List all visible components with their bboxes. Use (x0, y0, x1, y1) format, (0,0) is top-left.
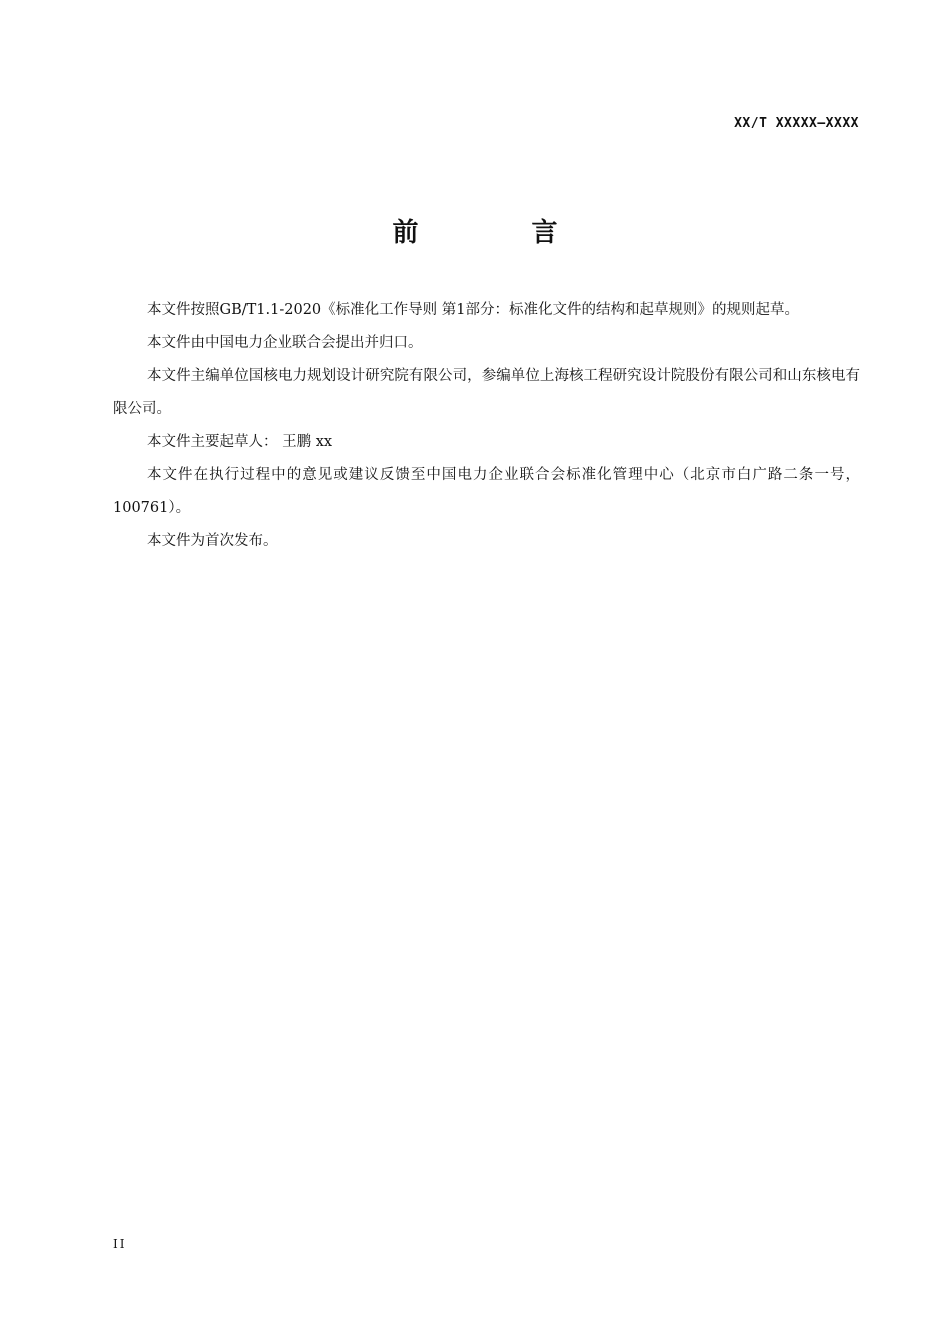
paragraph-units: 本文件主编单位国核电力规划设计研究院有限公司，参编单位上海核工程研究设计院股份有限公司和山东核电有限公司。 (113, 368, 860, 417)
page-number: II (113, 1237, 127, 1251)
page-title: 前 言 (392, 218, 610, 248)
paragraph-first-release: 本文件为首次发布。 (147, 533, 278, 549)
paragraph-proposer: 本文件由中国电力企业联合会提出并归口。 (147, 335, 423, 351)
preface-body (113, 294, 860, 558)
paragraph-feedback: 本文件在执行过程中的意见或建议反馈至中国电力企业联合会标准化管理中心（北京市白广路二条一号，100761）。 (113, 467, 860, 516)
paragraph-drafting-rules: 本文件按照GB/T1.1-2020《标准化工作导则 第1部分：标准化文件的结构和起草规则》的规则起草。 (147, 302, 799, 318)
paragraph-drafters: 本文件主要起草人： 王鹏 xx (147, 434, 333, 450)
document-code: XX/T XXXXX—XXXX (734, 116, 859, 131)
